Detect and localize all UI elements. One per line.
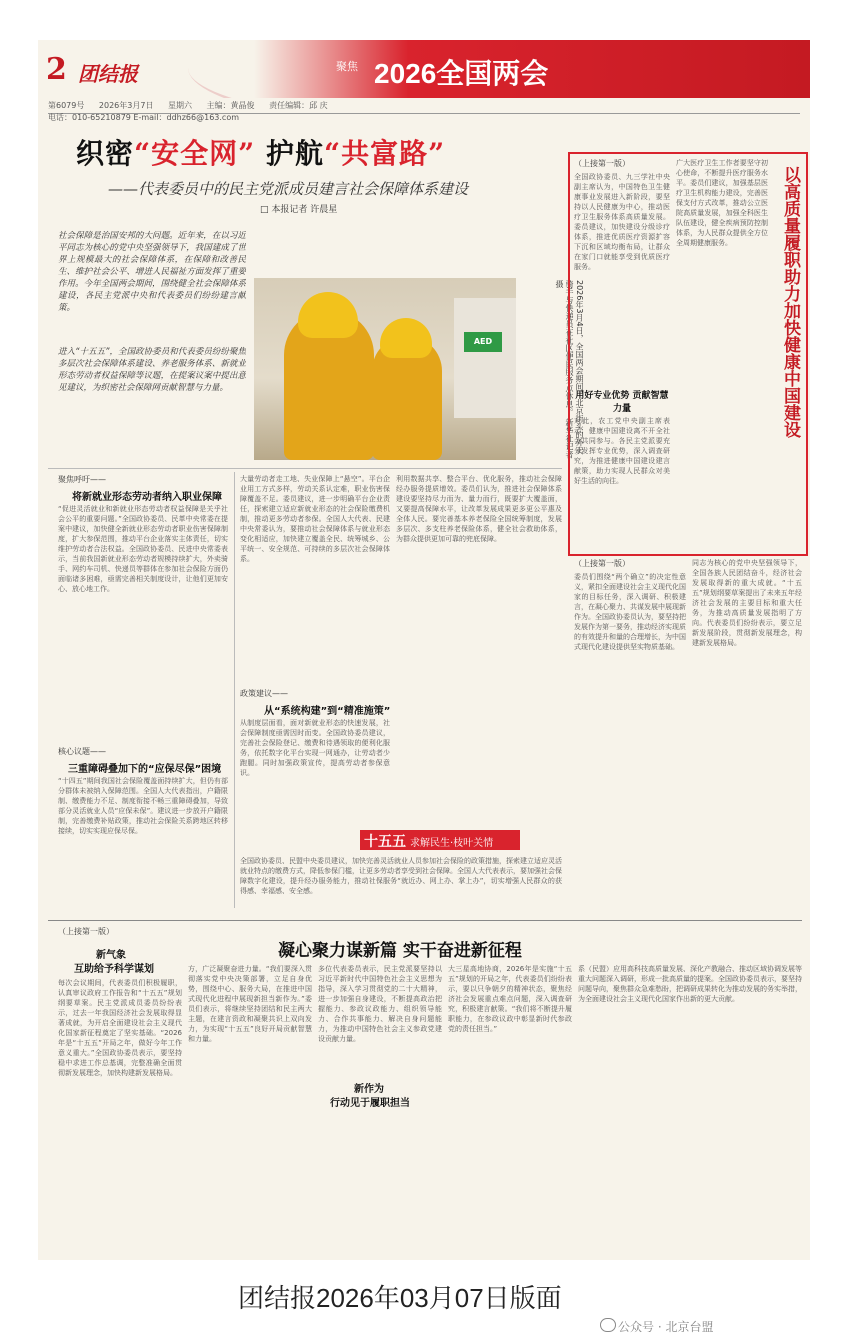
focus-label: 聚焦 [336,60,358,73]
headline-quote-2: “共富路” [323,137,446,170]
lead-paragraph-2: 进入“十五五”，全国政协委员和代表委员纷纷聚焦多层次社会保障体系建设、养老服务体系、新就业形态劳动者权益保障等议题，在提案议案中提出意见建议，为织密社会保障网贡献智慧与力量。 [58,347,246,393]
banner-label: 十五五 [364,834,406,850]
contact-line: 电话：010-65210879 E-mail：ddhz66@163.com [48,113,240,122]
newspaper-page [38,40,810,1260]
divider-line [48,468,562,469]
column-divider [234,472,235,908]
bottom-sec-label: 新气象 [96,950,126,961]
mid-right-body: 全国政协委员、民盟中央委员建议，加快完善灵活就业人员参加社会保险的政策措施，探索建立适应灵活就业特点的缴费方式，降低参保门槛，让更多劳动者享受到社会保障。全国人大代表表示，要加强社会保障数字化建设，提升经办服务能力，推动社保服务“就近办、网上办、掌上办”，切实增强人民群众的获得感、幸福感、安全感。 [240,857,562,895]
bottom-divider-line [48,920,802,921]
bottom-headline: 凝心聚力谋新篇 实干奋进新征程 [278,941,522,961]
bottom-col1: 每次会议期间，代表委员们积极履职，认真审议政府工作报告和“十五五”规划纲要草案。民主党派成员委员纷纷表示，过去一年我国经济社会发展取得显著成就，为开启全面建设社会主义现代化国家新征程奠定了坚实基础。“2026年是“十五五”开局之年，做好今年工作意义重大。”全国政协委员表示，要坚持稳中求进工作总基调，完整准确全面贯彻新发展理念，加快构建新发展格局。 [58,979,182,1077]
col2-section-title: 从“系统构建”到“精准施策” [264,706,391,717]
section2-label: 核心议题—— [58,747,106,756]
issue-date: 2026年3月7日 [98,101,154,110]
mid-section-body-left: 委员们围绕“两个确立”的决定性意义，紧扣全面建设社会主义现代化国家的目标任务，深入调研、积极建言，在凝心聚力、共谋发展中展现新作为。全国政协委员认为，要坚持把发展作为第一要务，推动经济实现质的有效提升和量的合理增长，为中国式现代化建设提供坚实物质基础。 [574,573,686,651]
issue-weekday: 星期六 [168,101,192,110]
page-number: 2 [46,52,67,87]
responsible-editor: 责任编辑：邱 庆 [269,101,328,110]
health-intro-label: （上接第一版） [574,159,630,168]
bottom-col3a: 多位代表委员表示，民主党派要坚持以习近平新时代中国特色社会主义思想为指导，深入学习贯彻党的二十大精神，进一步加强自身建设，不断提高政治把握能力、参政议政能力、组织领导能力、合作共事能力、解决自身问题能力，为推动中国特色社会主义参政党建设贡献力量。 [318,965,442,1043]
photo-cabinet [454,298,516,418]
main-headline [76,132,445,172]
photo-aed-sign: AED [464,332,502,352]
bottom-col3-sec: 新作为 [354,1084,384,1095]
bottom-col2: 方，广泛凝聚奋进力量。“我们要深入贯彻落实党中央决策部署，立足自身优势，围绕中心、服务大局，在推进中国式现代化进程中展现新担当新作为。”委员们表示，将继续坚持团结和民主两大主题，在建言资政和凝聚共识上双向发力，为实现“十五五”良好开局贡献智慧和力量。 [188,965,312,1043]
section1-label: 聚焦呼吁—— [58,475,106,484]
photo-caption: 2026年3月4日，全国两会期间，北京街头的外卖骑手与快递员在社区便民服务点休息。 新华社记者 摄 [555,280,584,459]
section-title: 2026全国两会 [374,58,549,89]
news-photo [254,278,516,460]
paper-name-logo: 团结报 [78,62,138,86]
footer-title: 团结报2026年03月07日版面 [238,1283,562,1313]
reporter-byline: □ 本报记者 许晨星 [260,205,338,215]
section1-title: 将新就业形态劳动者纳入职业保障 [72,492,222,503]
section2-body: “十四五”期间我国社会保险覆盖面持续扩大，但仍有部分群体未被纳入保障范围。全国人大代表指出，户籍限制、缴费能力不足、制度衔接不畅三重障碍叠加，导致部分灵活就业人员“应保未保”。建议进一步放开户籍限制，完善缴费补贴政策，推动社会保险关系跨地区转移接续，切实实现应保尽保。 [58,777,228,835]
bottom-sec-title: 互助给予科学谋划 [74,964,154,975]
bottom-intro-label: （上接第一版） [58,927,114,936]
health-article-title: 以高质量履职助力加快健康中国建设 [780,166,800,438]
chief-editor: 主编：黄晶俊 [206,101,255,110]
bottom-col4: 大三星高地协商，2026年是实施“十五五”规划的开局之年，代表委员们纷纷表示，要以只争朝夕的精神状态，聚焦经济社会发展重点难点问题，深入调查研究，积极建言献策。“我们将不断提升履职能力，在参政议政中彰显新时代参政党的责任担当。” [448,965,572,1033]
mid-section-body-right: 同志为核心的党中央坚强领导下，全国各族人民团结奋斗，经济社会发展取得新的重大成就。“十五五”规划纲要草案提出了未来五年经济社会发展的主要目标和重大任务，为推动高质量发展指明了方向。代表委员们纷纷表示，要立足新发展阶段，贯彻新发展理念，构建新发展格局。 [692,559,802,647]
series-banner [360,830,520,850]
col2-body: 大量劳动者走工地、失业保障上“悬空”。平台企业用工方式多样，劳动关系认定难，职业伤害保障覆盖不足。委员建议，进一步明确平台企业责任，探索建立适应新就业形态的社会保险缴费机制，推动更多劳动者参保。全国人大代表、民建中央常委认为，要推动社会保障体系与就业形态变化相适应，加快建立覆盖全民、统筹城乡、公平统一、安全规范、可持续的多层次社会保障体系。 [240,475,390,563]
issue-number: 第6079号 [48,101,85,110]
page-header-band [38,40,810,98]
health-subhead: 用好专业优势 贡献智慧力量 [575,391,669,414]
watermark-text: 公众号 · 北京台盟 [618,1320,714,1334]
col3-body: 利用数据共享、整合平台、优化服务，推动社会保障经办服务提质增效。委员们认为，推进社会保障体系建设要坚持尽力而为、量力而行，既要扩大覆盖面，又要提高保障水平，让改革发展成果更多更公平惠及全体人民。要完善基本养老保险全国统筹制度，发展多层次、多支柱养老保险体系，健全社会救助体系，为群众提供更加可靠的兜底保障。 [396,475,562,543]
health-col2-body: 广大医疗卫生工作者要坚守初心使命，不断提升医疗服务水平。委员们建议，加强基层医疗卫生机构能力建设，完善医保支付方式改革，推动公立医院高质量发展，加强全科医生队伍建设，健全疾病预防控制体系，为人民群众提供全方位全周期健康服务。 [676,159,768,247]
health-body: 全国政协委员、九三学社中央副主席认为，中国特色卫生健康事业发展进入新阶段，要坚持以人民健康为中心，推动医疗卫生服务体系高质量发展。委员建议，加快建设分级诊疗体系，推进优质医疗资源扩容下沉和区域均衡布局，让群众在家门口就能享受到优质医疗服务。 [574,173,670,271]
main-subheadline: ——代表委员中的民主党派成员建言社会保障体系建设 [108,180,469,198]
col2-section-label: 政策建议—— [240,689,288,698]
health-body-2: 对此，农工党中央副主席表示，健康中国建设离不开全社会共同参与。各民主党派要充分发挥专业优势，深入调查研究，为推进健康中国建设建言献策，助力实现人民群众对美好生活的向往。 [574,417,670,485]
lead-paragraph: 社会保障是治国安邦的大问题。近年来，在以习近平同志为核心的党中央坚强领导下，我国建成了世界上规模最大的社会保障体系，在保障和改善民生、维护社会公平、增进人民福祉方面发挥了重要作用。今年全国两会期间，围绕健全社会保障体系建设，各民主党派中央和代表委员们纷纷建言献策。 [58,231,246,313]
mid-section-label: （上接第一版） [574,559,630,568]
bottom-col3-title: 行动见于履职担当 [330,1098,410,1109]
wechat-icon [600,1318,616,1332]
headline-quote-1: “安全网” [134,137,256,170]
col2-body-2: 从制度层面看，面对新就业形态的快速发展，社会保障制度亟需因时而变。全国政协委员建议，完善社会保险登记、缴费和待遇领取的便利化服务，依托数字化平台实现一网通办，让劳动者少跑腿。同时加强政策宣传，提高劳动者参保意识。 [240,719,390,777]
section1-body: “促进灵活就业和新就业形态劳动者权益保障是关乎社会公平的重要问题。”全国政协委员、民革中央常委在提案中建议，加快健全新就业形态劳动者职业伤害保障制度，扩大参保范围，推动平台企业落实主体责任，切实维护劳动者合法权益。全国政协委员、民进中央常委表示，当前我国新就业形态劳动者规模持续扩大，外卖骑手、网约车司机、快递员等群体在参加社会保险方面仍面临诸多困难，亟需完善相关制度设计，让他们更加安心、放心地工作。 [58,505,228,593]
bottom-col5: 系（民盟）应用高科技高质量发展、深化产教融合、推动区域协调发展等重大问题深入调研，形成一批高质量的提案。全国政协委员表示，要坚持问题导向，聚焦群众急难愁盼，把调研成果转化为推动发展的务实举措，为全面建设社会主义现代化国家作出新的更大贡献。 [578,965,802,1003]
headline-part-1: 织密 [76,137,135,170]
banner-slogan: 求解民生·枝叶关情 [410,838,494,849]
headline-part-2: 护航 [255,137,324,170]
section2-title: 三重障碍叠加下的“应保尽保”困境 [68,764,222,775]
